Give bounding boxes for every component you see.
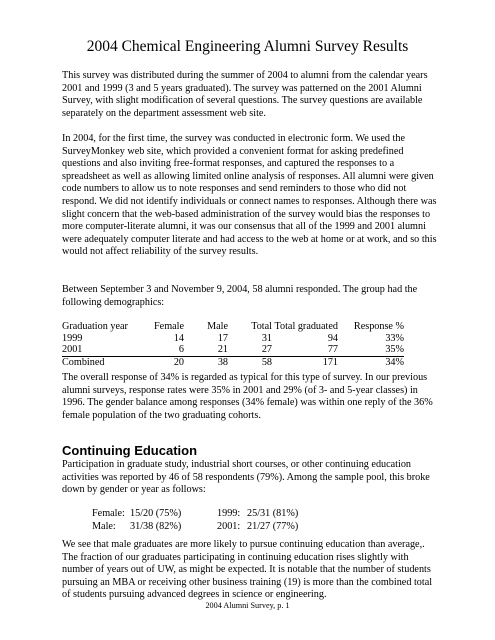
table-cell: 27 — [228, 344, 272, 356]
table-cell: Combined — [62, 356, 105, 368]
table-cell: 31 — [261, 332, 272, 344]
demographics-table — [62, 321, 404, 368]
table-cell: 58 — [261, 356, 272, 368]
table-cell: 171 — [322, 356, 338, 368]
table-cell: 33% — [385, 332, 404, 344]
header-male: Male — [207, 321, 228, 332]
header-female: Female — [154, 321, 184, 332]
continuing-education-paragraph: Participation in graduate study, industrial short courses, or other continuing education activities was reported by 46 of 58 respondents (79%). Among the sample pool, this broke down by gender or year as follows: — [62, 459, 430, 496]
breakdown-list — [92, 508, 298, 533]
header-total: Total — [251, 321, 272, 332]
year-2001-label: 2001: — [217, 520, 241, 532]
table-cell: 35% — [338, 344, 404, 356]
page-title: 2004 Chemical Engineering Alumni Survey Results — [86, 38, 409, 55]
table-cell: 2001 — [62, 344, 144, 356]
female-label: Female: — [92, 508, 125, 519]
male-label: Male: — [92, 520, 116, 532]
table-cell: 17 — [217, 332, 228, 344]
table-cell: 77 — [272, 344, 338, 356]
table-cell: 34% — [385, 356, 404, 368]
header-graduation-year: Graduation year — [62, 321, 128, 332]
page-footer: 2004 Alumni Survey, p. 1 — [205, 601, 290, 610]
table-header-row — [62, 321, 404, 333]
table-cell: 38 — [217, 356, 228, 368]
female-value: 15/20 (75%) — [130, 508, 182, 519]
table-cell: 21 — [184, 344, 228, 356]
table-cell: 20 — [173, 356, 184, 368]
table-cell: 6 — [144, 344, 184, 356]
male-value: 31/38 (82%) — [130, 520, 182, 532]
breakdown-row — [92, 508, 298, 521]
year-1999-value: 25/31 (81%) — [247, 508, 299, 519]
section-heading-continuing-education: Continuing Education — [62, 443, 198, 458]
year-1999-label: 1999: — [217, 508, 241, 519]
table-row — [62, 333, 404, 345]
year-2001-value: 21/27 (77%) — [247, 520, 299, 532]
table-cell: 94 — [327, 332, 338, 344]
table-cell: 14 — [173, 332, 184, 344]
table-row — [62, 344, 404, 356]
intro-paragraph: This survey was distributed during the summer of 2004 to alumni from the calendar years 2001 and 1999 (3 and 5 years graduated). The survey was patterned on the 2001 Alumni Survey, with slight modification of several questions. The survey questions are available separately on the department assessment web site. — [62, 70, 428, 119]
header-response-percent: Response % — [353, 321, 404, 332]
table-cell: 1999 — [62, 332, 83, 344]
table-row — [62, 356, 404, 368]
header-total-graduated: Total graduated — [274, 321, 338, 332]
response-paragraph: The overall response of 34% is regarded as typical for this type of survey. In our previous alumni surveys, response rates were 35% in 2001 and 29% (of 3- and 5-year classes) in 1996. The gender balance among responses (34% female) was within one reply of the 36% female population of the two graduating cohorts. — [62, 372, 433, 421]
conclusion-paragraph: We see that male graduates are more likely to pursue continuing education than average,. The fraction of our graduates participating in continuing education rises slightly with number of years out of UW, as might be expected. It is notable that the number of students pursuing an MBA or receiving other business training (19) is more than the combined total of students pursuing advanced degrees in science or engineering. — [62, 539, 433, 601]
method-paragraph: In 2004, for the first time, the survey was conducted in electronic form. We used the SurveyMonkey web site, which provided a convenient format for asking predefined questions and also inviting free-format responses, and captured the responses to a spreadsheet as well as allowing limited online analysis of responses. All alumni were given code numbers to allow us to note responses and send reminders to those who did not respond. We did not identify individuals or connect names to responses. Although there was slight concern that the web-based administration of the survey would bias the responses to more computer-literate alumni, it was our consensus that all of the 1999 and 2001 alumni were adequately computer literate and had access to the web at home or at work, and so this would not affect reliability of the survey results. — [62, 133, 437, 258]
demographics-intro-paragraph: Between September 3 and November 9, 2004, 58 alumni responded. The group had the following demographics: — [62, 284, 418, 308]
breakdown-row — [92, 521, 298, 534]
